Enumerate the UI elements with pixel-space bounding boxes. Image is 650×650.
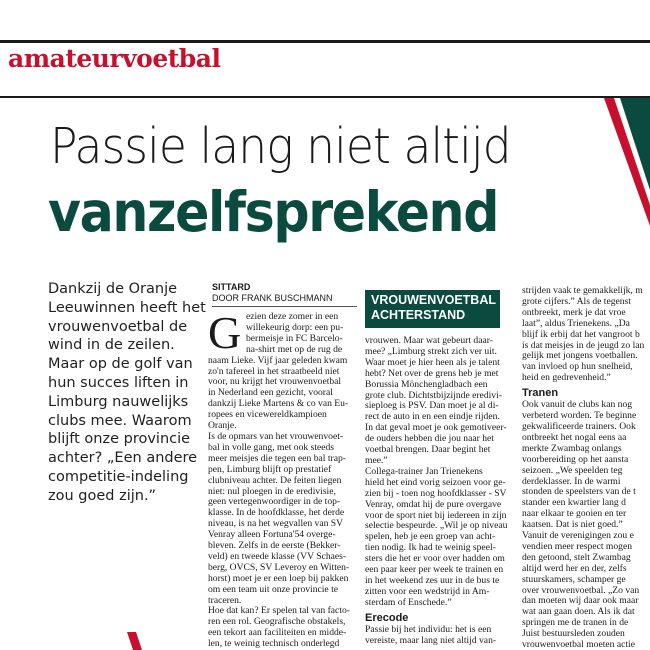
body-line: rect de auto in en een eindje rijden.: [365, 412, 500, 423]
body-line: Borussia Mönchengladbach een: [365, 379, 488, 390]
intro-text: [48, 280, 206, 506]
body-line: mee? „Limburg strekt zich ver uit.: [365, 346, 497, 357]
body-line: voor, nu krijgt het vrouwenvoetbal: [208, 377, 342, 388]
body-line: Venray alleen Fortuna'54 overge-: [208, 530, 336, 541]
body-line: wat aan gaan doen. Als ik dat: [522, 607, 635, 618]
dateline: [212, 282, 357, 304]
body-line: stonden de speelsters van de t: [522, 487, 636, 498]
body-line: Ook vanuit de clubs kan nog: [522, 400, 633, 411]
body-line: vrouwenvoetbal moeten actie: [522, 640, 635, 650]
body-line: clubniveau achter. De feiten liegen: [208, 475, 342, 486]
intro-line: achter? „Een andere: [48, 450, 198, 467]
intro-line: zou goed zijn.”: [48, 487, 157, 504]
body-line: willekeurig dorp: een pu-: [246, 322, 344, 333]
body-line: Passie bij het individu: het is een: [365, 624, 492, 635]
body-line: In dat geval moet je ook gemotiveer-: [365, 423, 507, 434]
stripe-red-bottom: [127, 632, 142, 650]
body-line: een tekort aan faciliteiten en midde-: [208, 628, 347, 639]
intro-line: clubs mee. Waarom: [48, 412, 192, 429]
body-line: bal in volle gang, met ook steeds: [208, 442, 335, 453]
body-line: voorbereiding op het aansta: [522, 454, 629, 465]
body-line: gekwalificeerde trainers. Ook: [522, 421, 636, 432]
intro-line: blijft onze provincie: [48, 431, 191, 448]
body-line: vrouwen. Maar wat gebeurt daar-: [365, 336, 493, 346]
body-line: ontbreekt het nogal eens aa: [522, 432, 627, 443]
body-line: niveau, is na het wegvallen van SV: [208, 519, 344, 530]
body-line: sterdam of Enschede.”: [365, 597, 452, 608]
body-line: blijf ik erbij dat het vangroot b: [522, 329, 640, 340]
body-line: horst) moet je er een loep bij pakken: [208, 573, 349, 584]
column-2: [365, 336, 517, 646]
body-line: grote club. Dichtstbijzijnde eredivi-: [365, 390, 502, 401]
body-line: laat”, aldus Trienekens. „Da: [522, 318, 630, 329]
intro-line: wind in de zeilen.: [48, 337, 175, 354]
body-line: ezien deze zomer in een: [246, 312, 339, 322]
body-line: stander een kwartier lang d: [522, 498, 626, 509]
body-line: Is de opmars van het vrouwenvoet-: [208, 431, 344, 442]
body-line: sters die het er voor over hadden om: [365, 554, 505, 565]
body-line: zo'n tafereel in het straatbeeld niet: [208, 366, 340, 377]
body-line: van invloed op hun snelheid,: [522, 362, 633, 373]
body-line: om een team uit onze provincie te: [208, 584, 338, 595]
body-line: kaatsen. Dat is niet goed.”: [522, 520, 623, 531]
body-line: geen vertegenwoordiger in de top-: [208, 497, 341, 508]
body-line: in het weekend zes uur in de bus te: [365, 575, 500, 586]
body-line: zitten voor een wedstrijd in Am-: [365, 586, 490, 597]
body-line: is dat meisjes in de jeugd zo lan: [522, 340, 645, 351]
body-line: vendien meer respect mogen: [522, 541, 633, 552]
body-line: berg, OVCS, SV Leveroy en Witten-: [208, 562, 350, 573]
byline: DOOR FRANK BUSCHMANN: [212, 293, 333, 303]
body-line: Vanuit de verenigingen zou e: [522, 531, 634, 542]
intro-line: competitie-indeling: [48, 468, 189, 485]
intro-line: Limburg nauwelijks: [48, 393, 189, 410]
body-line: over vrouwenvoetbal. „Zo van: [522, 585, 640, 596]
body-line: een paar keer per week te trainen en: [365, 565, 504, 576]
intro-line: Dankzij de Oranje: [48, 281, 178, 297]
body-line: merkte Zwambag onlangs: [522, 443, 622, 454]
body-line: strijden vaak te gemakkelijk, m: [522, 286, 643, 296]
body-line: bermeisje in FC Barcelo-: [246, 333, 343, 344]
body-line: hebt? Net over de grens heb je met: [365, 368, 499, 379]
body-line: naar elkaar te gooien en ter: [522, 509, 627, 520]
body-line: Oranje.: [208, 421, 237, 432]
body-line: mee.”: [365, 455, 388, 466]
body-line: stuurskamers, schamper ge: [522, 574, 626, 585]
body-line: dankzij Lieke Martens & co van Eu-: [208, 399, 349, 410]
body-line: spelen, heb je een groep van acht-: [365, 532, 496, 543]
body-line: dan moeten wij daar ook maar: [522, 596, 639, 607]
body-line: springen me de tranen in de: [522, 618, 629, 629]
drop-cap: G: [208, 307, 242, 358]
body-line: niet: nul ploegen in de eredivisie,: [208, 486, 336, 497]
body-line: sieploeg is PSV. Dan moet je al di-: [365, 401, 499, 412]
body-line: zien bij - toen nog hoofdklasser - SV: [365, 488, 507, 499]
dateline-place: SITTARD: [212, 282, 251, 292]
body-line: grote cijfers.” Als de tegenst: [522, 296, 631, 307]
headline-line1: Passie lang niet altijd: [50, 118, 511, 175]
intro-line: Leeuwinnen heeft het: [48, 299, 206, 316]
body-line: meer meisjes die tegen een bal trap-: [208, 453, 346, 464]
body-line: ontbreekt, merk je dat vroe: [522, 307, 626, 318]
body-line: verbeterd worden. Te beginne: [522, 411, 637, 422]
subheading: Tranen: [522, 387, 559, 400]
body-line: Waar moet je hier heen als je talent: [365, 357, 500, 368]
intro-line: hun succes liften in: [48, 374, 189, 391]
body-line: veld) en tweede klasse (VV Schaes-: [208, 551, 347, 562]
body-line: vereiste, maar lang niet altijd van-: [365, 635, 497, 646]
body-line: tien nodig. Ik had te weinig speel-: [365, 543, 496, 554]
body-line: heid en gedrevenheid.”: [522, 373, 611, 384]
body-line: den getoond, stelt Zwambag: [522, 552, 631, 563]
body-line: len, te weinig technisch onderlegd: [208, 639, 340, 650]
body-line: voor de sport niet bij iedereen in zijn: [365, 510, 507, 521]
intro-line: vrouwenvoetbal de: [48, 318, 188, 335]
box-heading-line2: ACHTERSTAND: [371, 308, 466, 322]
body-line: ropees en vicewereldkampioen: [208, 410, 327, 421]
body-line: naam Lieke. Vijf jaar geleden kwam: [208, 355, 348, 366]
body-line: pen, Limburg blijft op prestatief: [208, 464, 332, 475]
body-line: voetbal brengen. Daar begint het: [365, 445, 491, 456]
body-line: traceren.: [208, 595, 242, 606]
body-line: klasse. In de hoofdklasse, het derde: [208, 508, 345, 519]
body-line: derdeklasser. In de warmi: [522, 476, 621, 487]
body-line: Collega-trainer Jan Trienekens: [365, 466, 483, 477]
body-line: ren een rol. Geografische obstakels,: [208, 617, 346, 628]
body-line: na-shirt met op de rug de: [246, 344, 343, 355]
body-line: bleven. Zelfs in de eerste (Bekker-: [208, 541, 341, 552]
body-line: seizoen. „We speelden teg: [522, 465, 623, 476]
section-label: amateurvoetbal: [8, 44, 221, 73]
column-3: [522, 286, 650, 650]
headline-line2: vanzelfsprekend: [48, 180, 499, 244]
box-heading: [365, 290, 500, 328]
body-line: gelijk met jongens voetballen.: [522, 351, 638, 362]
body-line: altijd werd her en der, zelfs: [522, 563, 627, 574]
body-line: hield het eind vorig seizoen voor ge-: [365, 477, 506, 488]
body-line: Juist bestuursleden zouden: [522, 629, 625, 640]
body-line: Hoe dat kan? Er spelen tal van facto-: [208, 606, 350, 617]
column-1: [208, 307, 358, 650]
body-line: selectie bespeurde. „Wil je op niveau: [365, 521, 508, 532]
body-line: Venray, omdat hij de pure overgave: [365, 499, 502, 510]
box-heading-line1: VROUWENVOETBAL: [371, 293, 496, 307]
body-line: in Nederland een gezicht, vooral: [208, 388, 333, 399]
body-line: de ouders hebben die jou naar het: [365, 434, 494, 445]
subheading: Erecode: [365, 611, 409, 624]
intro-line: Maar op de golf van: [48, 356, 193, 373]
